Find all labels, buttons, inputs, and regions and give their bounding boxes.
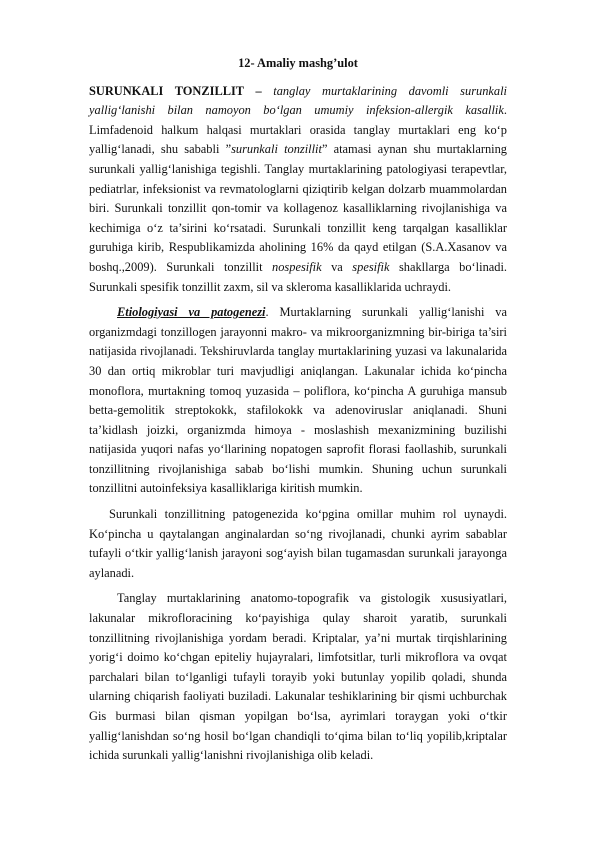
- paragraph-etiology: [89, 303, 507, 499]
- paragraph-definition: [89, 82, 507, 298]
- paragraph-text: . Limfadenoid halkum halqasi murtaklari orasida tanglay murtaklari eng ko‘p yallig‘lanadi, shu sababli ”: [89, 103, 507, 157]
- document-body: [89, 54, 507, 772]
- term-definition: tanglay murtaklarining davomli surunkali yallig‘lanishi bilan namoyon bo‘lgan umumiy infeksion-allergik kasallik: [89, 83, 507, 118]
- term-dash: –: [243, 83, 274, 98]
- paragraph-text: . Murtaklarning surunkali yallig‘lanishi va organizmdagi tonzillogen jarayonni makro- va mikroorganizmning bir-biriga ta’siri natijasida rivojlanadi. Tekshiruvlarda tanglay murtaklarining yuzasi va lakunalarida 30 dan ortiq mikroblar turi mavjudligi aniqlangan. Lakunalar ichida ko‘pincha monoflora, murtakning tomoq yuzasida – poliflora, ko‘pincha A guruhiga mansub betta-gemolitik streptokokk, stafilokokk va adenoviruslar aniqlanadi. Shuni ta’kidlash joizki, organizmda himoya - moslashish mexanizmining buzilishi natijasida yuqori nafas yo‘llarining nopatogen saprofit florasi faollashib, surunkali tonzillitning rivojlanishiga sabab bo‘lishi mumkin. Shuning uchun surunkali tonzillitni autoinfeksiya kasalliklariga kiritish mumkin.: [89, 305, 507, 496]
- paragraph-text: Tanglay murtaklarining anatomo-topografik va gistologik xususiyatlari, lakunalar mikrofloracining ko‘payishiga qulay sharoit yaratib, surunkali tonzillitning rivojlanishiga yordam beradi. Kriptalar, ya’ni murtak tirqishlarining yorig‘i doimo ko‘chgan epiteliy hujayralari, limfotsitlar, turli mikroflora va ovqat parchalari bilan to‘lganligi tufayli torayib yoki butunlay yopilib qoladi, shunda ularning chiqarish faoliyati buziladi. Lakunalar teshiklarining bir qismi uchburchak Gis burmasi bilan qisman yopilgan bo‘lsa, ayrimlari toraygan yoki o‘tkir yallig‘lanishdan so‘ng hosil bo‘lgan chandiqli to‘qima bilan to‘liq yopilib,kriptalar ichida surunkali yallig‘lanishni rivojlanishiga olib keladi.: [89, 591, 507, 763]
- section-heading: Etiologiyasi va patogenezi: [117, 305, 266, 320]
- paragraph-text: Surunkali tonzillitning patogenezida ko‘pgina omillar muhim rol uynaydi. Ko‘pincha u qaytalangan anginalardan so‘ng rivojlanadi, chunki ayrim sabablar tufayli o‘tkir yallig‘lanish jarayoni sog‘ayish bilan tugamasdan surunkali jarayonga aylanadi.: [89, 507, 507, 580]
- italic-term: surunkali tonzillit: [231, 142, 322, 157]
- paragraph-pathogenesis: [89, 505, 507, 583]
- italic-term: nospesifik: [272, 259, 322, 274]
- paragraph-text: shakllarga bo‘linadi. Surunkali spesifik tonzillit zaxm, sil va skleroma kasalliklarida uchraydi.: [89, 259, 507, 294]
- italic-term: spesifik: [352, 259, 390, 274]
- paragraph-text: va: [321, 259, 353, 274]
- paragraph-anatomy: [89, 589, 507, 765]
- paragraph-text: ” atamasi aynan shu murtaklarning surunkali yallig‘lanishiga tegishli. Tanglay murtaklarining patologiyasi terapevtlar, pediatrlar, infeksionist va revmatologlarni qiziqtirib kelgan dolzarb muammolardan biri. Surunkali tonzillit qon-tomir va kollagenoz kasalliklarning rivojlanishiga va kechimiga o‘z ta’sirini ko‘rsatadi. Surunkali tonzillit keng tarqalgan kasalliklar guruhiga kirib, Respublikamizda aholining 16% da qayd etilgan (S.A.Xasanov va boshq.,2009). Surunkali tonzillit: [89, 142, 507, 274]
- term-heading: SURUNKALI TONZILLIT: [89, 83, 244, 98]
- page-title: 12- Amaliy mashg’ulot: [238, 56, 358, 70]
